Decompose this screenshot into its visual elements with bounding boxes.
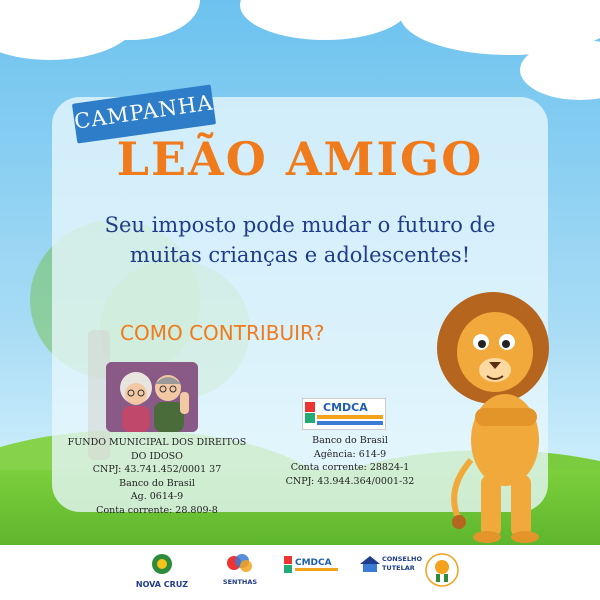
lion-mascot — [435, 290, 575, 545]
campaign-title: LEÃO AMIGO — [116, 132, 484, 186]
fund-bank: Banco do Brasil — [119, 477, 195, 489]
nova-cruz-logo — [134, 552, 190, 590]
elderly-couple-illustration — [106, 362, 198, 432]
senthas-logo — [215, 552, 265, 590]
fund-agency: Ag. 0614-9 — [130, 491, 184, 502]
cmdca-cnpj: CNPJ: 43.944.364/0001-32 — [285, 475, 415, 487]
cmdca-footer-text: CMDCA — [295, 558, 332, 568]
senthas-emblem-icon — [215, 552, 265, 574]
cmdca-footer-emblem-icon — [282, 552, 340, 576]
idoso-council-logo — [424, 552, 460, 590]
conselho-label-1: CONSELHO — [382, 555, 422, 563]
cmdca-logo — [302, 398, 386, 430]
fund-cnpj: CNPJ: 43.741.452/0001 37 — [92, 464, 222, 475]
fund-name: FUNDO MUNICIPAL DOS DIREITOS DO IDOSO — [67, 437, 247, 462]
campaign-subtitle — [60, 210, 540, 270]
fund-account: Conta corrente: 28.809-8 — [96, 504, 218, 516]
cmdca-logo-text: CMDCA — [323, 401, 368, 414]
subtitle-line-2: muitas crianças e adolescentes! — [129, 243, 471, 267]
cmdca-footer-logo — [282, 552, 340, 590]
how-to-contribute-heading: COMO CONTRIBUIR? — [120, 321, 325, 345]
elderly-couple-icon — [106, 362, 198, 432]
cmdca-account: Conta corrente: 28824-1 — [290, 462, 410, 473]
cmdca-emblem-icon — [303, 399, 385, 429]
sun-family-icon — [424, 552, 460, 588]
badge-label: CAMPANHA — [72, 90, 215, 134]
subtitle-line-1: Seu imposto pode mudar o futuro de — [104, 213, 496, 237]
cmdca-bank: Banco do Brasil — [312, 435, 388, 446]
lion-icon — [435, 290, 575, 545]
idoso-fund-details — [62, 436, 252, 517]
senthas-label: SENTHAS — [222, 578, 258, 586]
nova-cruz-label: NOVA CRUZ — [135, 580, 189, 589]
conselho-label-2: TUTELAR — [382, 564, 415, 572]
cmdca-agency: Agência: 614-9 — [313, 448, 387, 460]
nova-cruz-emblem-icon — [134, 552, 190, 576]
conselho-tutelar-logo — [356, 552, 422, 590]
cmdca-details — [270, 434, 430, 488]
